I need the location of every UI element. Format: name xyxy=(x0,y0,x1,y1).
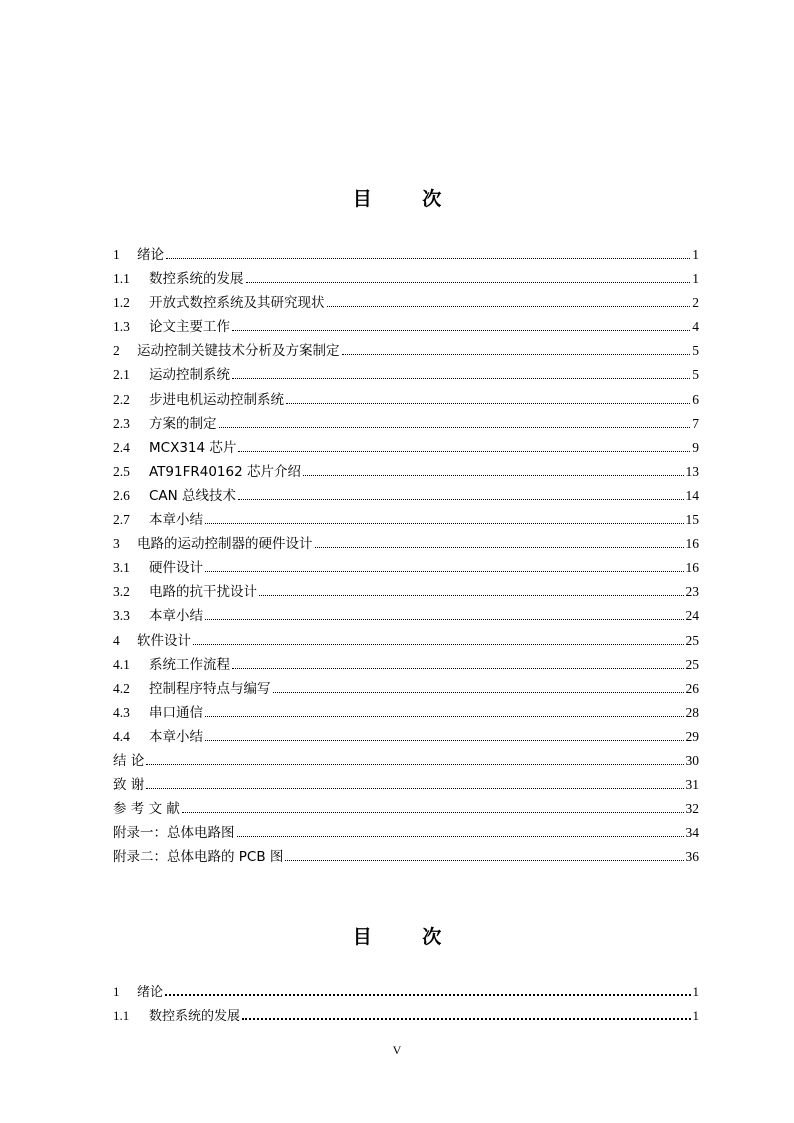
toc-entry-page: 2 xyxy=(692,295,699,311)
toc-leader-dots xyxy=(242,1017,690,1020)
toc-entry-number: 2.2 xyxy=(113,391,130,407)
toc-leader-dots xyxy=(237,835,684,837)
toc-entry-page: 9 xyxy=(692,439,699,455)
toc-entry-title: AT91FR40162 芯片介绍 xyxy=(149,463,301,480)
toc-entry-page: 13 xyxy=(685,463,699,479)
toc-entry-number: 4.1 xyxy=(113,656,130,672)
toc-leader-dots xyxy=(315,546,684,548)
toc-entry[interactable] xyxy=(113,580,699,604)
toc-entry-title: 开放式数控系统及其研究现状 xyxy=(149,295,325,312)
toc-entry[interactable] xyxy=(113,845,699,869)
toc-entry[interactable] xyxy=(113,388,699,412)
toc-entry-number: 2.3 xyxy=(113,415,130,431)
toc-entry-page: 29 xyxy=(685,728,699,744)
table-of-contents-repeat xyxy=(113,981,699,1029)
toc-leader-dots xyxy=(327,305,691,307)
toc-entry-page: 32 xyxy=(685,801,699,817)
toc-entry[interactable] xyxy=(113,508,699,532)
toc-entry-number: 1.1 xyxy=(113,271,130,287)
page-number: V xyxy=(392,1043,402,1057)
toc-entry-title: 本章小结 xyxy=(149,608,203,625)
toc-entry[interactable] xyxy=(113,243,699,267)
toc-entry[interactable] xyxy=(113,291,699,315)
toc-entry-page: 4 xyxy=(692,319,699,335)
toc-entry-title: CAN 总线技术 xyxy=(149,487,237,504)
toc-entry-number: 2.5 xyxy=(113,463,130,479)
toc-leader-dots xyxy=(259,594,684,596)
toc-entry[interactable] xyxy=(113,267,699,291)
toc-entry[interactable] xyxy=(113,556,699,580)
toc-leader-dots xyxy=(273,691,684,693)
toc-leader-dots xyxy=(193,643,684,645)
toc-entry-page: 28 xyxy=(685,704,699,720)
toc-entry-page: 25 xyxy=(685,632,699,648)
toc-entry-page: 14 xyxy=(685,487,699,503)
toc-entry-page: 5 xyxy=(692,343,699,359)
toc-entry-number: 4 xyxy=(113,632,120,648)
toc-entry-page: 23 xyxy=(685,584,699,600)
toc-entry-number: 1 xyxy=(113,247,120,262)
toc-entry-title: 方案的制定 xyxy=(149,415,217,432)
toc-entry[interactable] xyxy=(113,315,699,339)
toc-entry-page: 25 xyxy=(685,656,699,672)
toc-leader-dots xyxy=(238,498,683,500)
toc-entry-page: 1 xyxy=(692,271,699,287)
toc-leader-dots xyxy=(246,281,691,283)
toc-entry-page: 15 xyxy=(685,512,699,528)
toc-entry[interactable] xyxy=(113,629,699,653)
toc-entry[interactable] xyxy=(113,339,699,363)
toc-title: 目 次 xyxy=(352,188,464,210)
toc-entry-number: 2.1 xyxy=(113,367,130,383)
toc-entry-title: 附录二：总体电路的 PCB 图 xyxy=(113,849,284,866)
toc-entry-title: 硬件设计 xyxy=(149,560,203,577)
toc-entry-page: 30 xyxy=(685,752,699,768)
toc-leader-dots xyxy=(219,426,691,428)
toc-entry-number: 3.2 xyxy=(113,584,130,600)
toc-entry-number: 3.3 xyxy=(113,608,130,624)
toc-entry[interactable] xyxy=(113,412,699,436)
toc-entry-number: 2.7 xyxy=(113,512,130,528)
toc-entry[interactable] xyxy=(113,460,699,484)
toc-entry-title: 软件设计 xyxy=(137,632,191,649)
toc-leader-dots xyxy=(232,667,684,669)
toc-entry-title: MCX314 芯片 xyxy=(149,439,237,456)
toc-entry[interactable] xyxy=(113,653,699,677)
toc-leader-dots xyxy=(182,811,684,813)
toc-entry-title: 本章小结 xyxy=(149,728,203,745)
toc-entry-number: 2.4 xyxy=(113,439,130,455)
toc-entry-number: 2 xyxy=(113,343,120,359)
toc-entry-number: 1.1 xyxy=(113,1008,130,1023)
toc-leader-dots xyxy=(286,402,690,404)
toc-leader-dots xyxy=(146,787,683,789)
toc-entry-title: 数控系统的发展 xyxy=(149,1009,241,1024)
toc-entry-number: 4.4 xyxy=(113,728,130,744)
toc-entry-title: 系统工作流程 xyxy=(149,656,230,673)
toc-entry-page: 1 xyxy=(692,1008,699,1023)
toc-entry-title: 致 谢 xyxy=(113,777,145,794)
toc-entry-title: 步进电机运动控制系统 xyxy=(149,391,284,408)
toc-leader-dots xyxy=(146,763,683,765)
toc-leader-dots xyxy=(205,570,684,572)
toc-entry[interactable] xyxy=(113,725,699,749)
toc-title-repeat: 目 次 xyxy=(352,926,464,948)
toc-entry-title: 绪论 xyxy=(137,985,164,1000)
toc-entry[interactable] xyxy=(113,981,699,1005)
toc-entry-title: 电路的抗干扰设计 xyxy=(149,584,257,601)
toc-leader-dots xyxy=(232,329,690,331)
toc-entry-number: 1 xyxy=(113,984,120,999)
toc-leader-dots xyxy=(205,618,684,620)
toc-entry-title: 结 论 xyxy=(113,752,145,769)
toc-entry[interactable] xyxy=(113,797,699,821)
toc-entry-title: 电路的运动控制器的硬件设计 xyxy=(137,536,313,553)
toc-entry[interactable] xyxy=(113,773,699,797)
toc-entry-title: 本章小结 xyxy=(149,512,203,529)
toc-entry[interactable] xyxy=(113,436,699,460)
toc-entry-number: 1.2 xyxy=(113,295,130,311)
toc-entry-page: 6 xyxy=(692,391,699,407)
toc-leader-dots xyxy=(205,739,684,741)
toc-entry-page: 5 xyxy=(692,367,699,383)
toc-entry[interactable] xyxy=(113,821,699,845)
toc-leader-dots xyxy=(166,257,690,259)
toc-entry-number: 2.6 xyxy=(113,487,130,503)
toc-entry-page: 16 xyxy=(685,560,699,576)
table-of-contents xyxy=(113,243,699,869)
toc-entry[interactable] xyxy=(113,604,699,628)
toc-entry-page: 16 xyxy=(685,536,699,552)
toc-leader-dots xyxy=(165,993,690,996)
toc-entry-title: 数控系统的发展 xyxy=(149,271,244,288)
toc-entry-title: 绪论 xyxy=(137,247,164,263)
toc-entry-page: 24 xyxy=(685,608,699,624)
toc-entry[interactable] xyxy=(113,749,699,773)
toc-entry-title: 串口通信 xyxy=(149,704,203,721)
toc-entry[interactable] xyxy=(113,484,699,508)
toc-entry-page: 26 xyxy=(685,680,699,696)
toc-leader-dots xyxy=(205,715,684,717)
toc-entry-title: 附录一：总体电路图 xyxy=(113,825,235,842)
toc-entry-page: 31 xyxy=(685,777,699,793)
toc-leader-dots xyxy=(205,522,684,524)
toc-leader-dots xyxy=(342,353,691,355)
toc-entry-number: 3.1 xyxy=(113,560,130,576)
toc-entry-title: 运动控制关键技术分析及方案制定 xyxy=(137,343,340,360)
toc-leader-dots xyxy=(232,377,690,379)
toc-entry-title: 参 考 文 献 xyxy=(113,801,180,818)
toc-leader-dots xyxy=(238,450,690,452)
toc-entry-number: 4.2 xyxy=(113,680,130,696)
toc-entry-number: 3 xyxy=(113,536,120,552)
toc-entry-page: 1 xyxy=(692,984,699,999)
toc-entry[interactable] xyxy=(113,363,699,387)
toc-entry-title: 控制程序特点与编写 xyxy=(149,680,271,697)
toc-entry-title: 运动控制系统 xyxy=(149,367,230,384)
toc-entry-page: 1 xyxy=(692,247,699,262)
toc-entry[interactable] xyxy=(113,532,699,556)
toc-entry-title: 论文主要工作 xyxy=(149,319,230,336)
toc-entry[interactable] xyxy=(113,701,699,725)
toc-entry-number: 4.3 xyxy=(113,704,130,720)
toc-entry[interactable] xyxy=(113,1005,699,1029)
toc-entry-number: 1.3 xyxy=(113,319,130,335)
toc-entry-page: 7 xyxy=(692,415,699,431)
toc-entry[interactable] xyxy=(113,677,699,701)
toc-entry-page: 36 xyxy=(685,849,699,865)
toc-leader-dots xyxy=(303,474,684,476)
toc-entry-page: 34 xyxy=(685,825,699,841)
toc-leader-dots xyxy=(285,859,683,861)
